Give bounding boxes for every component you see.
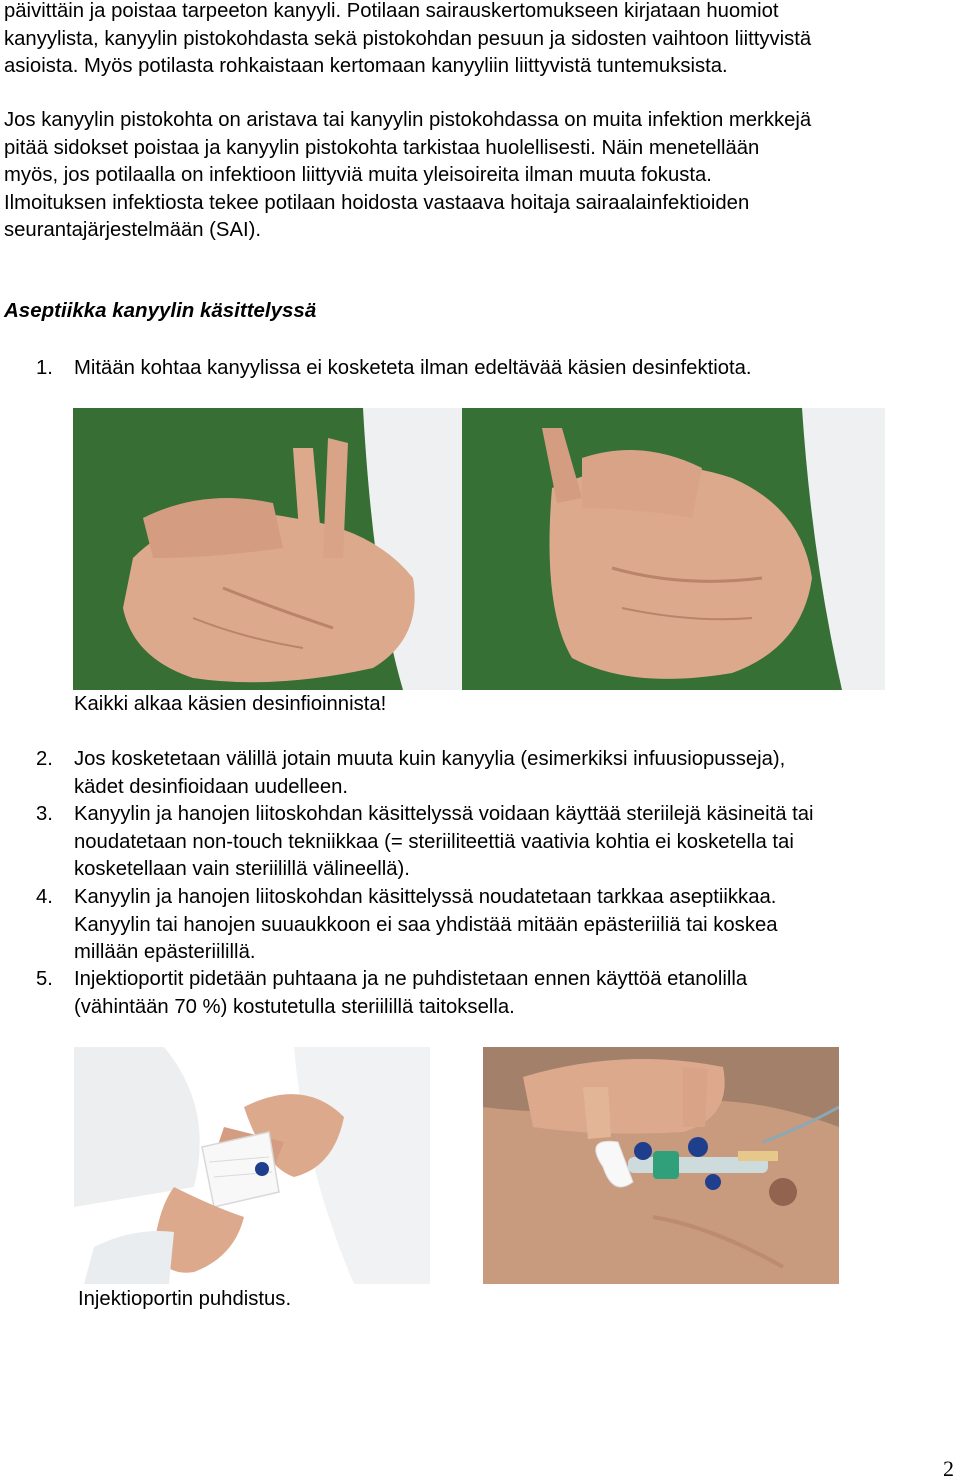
list-line: Kanyylin tai hanojen suuaukkoon ei saa yhdistää mitään epästeriiliä tai koskea (74, 913, 778, 936)
caption-hand-disinfection: Kaikki alkaa käsien desinfioinnista! (74, 693, 387, 715)
injection-port-photo-left (74, 1047, 430, 1284)
list-number: 4. (36, 886, 53, 908)
list-line: Mitään kohtaa kanyylissa ei kosketeta ilman edeltävää käsien desinfektiota. (74, 357, 752, 379)
list-number: 1. (36, 357, 53, 379)
paragraph-line: päivittäin ja poistaa tarpeeton kanyyli. Potilaan sairauskertomukseen kirjataan huomiot (4, 0, 779, 22)
paragraph-infection-signs (4, 107, 954, 245)
list-line: noudatetaan non-touch tekniikkaa (= steriiliteettiä vaativia kohtia ei kosketella tai (74, 830, 794, 853)
list-line: Kanyylin ja hanojen liitoskohdan käsittelyssä voidaan käyttää steriilejä käsineitä tai (74, 803, 814, 825)
list-line: Kanyylin ja hanojen liitoskohdan käsittelyssä noudatetaan tarkkaa aseptiikkaa. (74, 886, 777, 908)
section-heading: Aseptiikka kanyylin käsittelyssä (4, 299, 317, 322)
hand-disinfection-photo-left (73, 408, 462, 690)
list-number: 3. (36, 803, 53, 825)
list-line: kosketellaan vain steriilillä välineellä). (74, 858, 410, 880)
injection-port-photo-right (483, 1047, 839, 1284)
paragraph-line: Jos kanyylin pistokohta on aristava tai kanyylin pistokohdassa on muita infektion merkkejä (4, 109, 812, 131)
paragraph-line: asioista. Myös potilasta rohkaistaan kertomaan kanyyliin liittyvistä tuntemuksista. (4, 55, 728, 77)
list-line: (vähintään 70 %) kostutetulla steriilillä taitoksella. (74, 995, 515, 1018)
paragraph-line: Ilmoituksen infektiosta tekee potilaan hoidosta vastaava hoitaja sairaalainfektioiden (4, 191, 750, 214)
list-number: 5. (36, 968, 53, 990)
list-number: 2. (36, 748, 53, 770)
paragraph-line: seurantajärjestelmään (SAI). (4, 219, 262, 241)
paragraph-line: kanyylista, kanyylin pistokohdasta sekä pistokohdan pesuun ja sidosten vaihtoon liittyvistä (4, 27, 812, 50)
paragraph-care-notes (4, 0, 954, 81)
list-line: Injektioportit pidetään puhtaana ja ne puhdistetaan ennen käyttöä etanolilla (74, 968, 748, 990)
list-line: Jos kosketetaan välillä jotain muuta kuin kanyylia (esimerkiksi infuusiopusseja), (74, 748, 786, 770)
caption-injection-port: Injektioportin puhdistus. (78, 1288, 292, 1310)
hand-disinfection-photo-right (462, 408, 885, 690)
list-line: kädet desinfioidaan uudelleen. (74, 775, 349, 798)
paragraph-line: myös, jos potilaalla on infektioon liittyviä muita yleisoireita ilman muuta fokusta. (4, 164, 712, 186)
list-line: millään epästeriilillä. (74, 941, 256, 963)
paragraph-line: pitää sidokset poistaa ja kanyylin pistokohta tarkistaa huolellisesti. Näin menetellään (4, 136, 760, 159)
page-number: 2 (943, 1456, 954, 1481)
